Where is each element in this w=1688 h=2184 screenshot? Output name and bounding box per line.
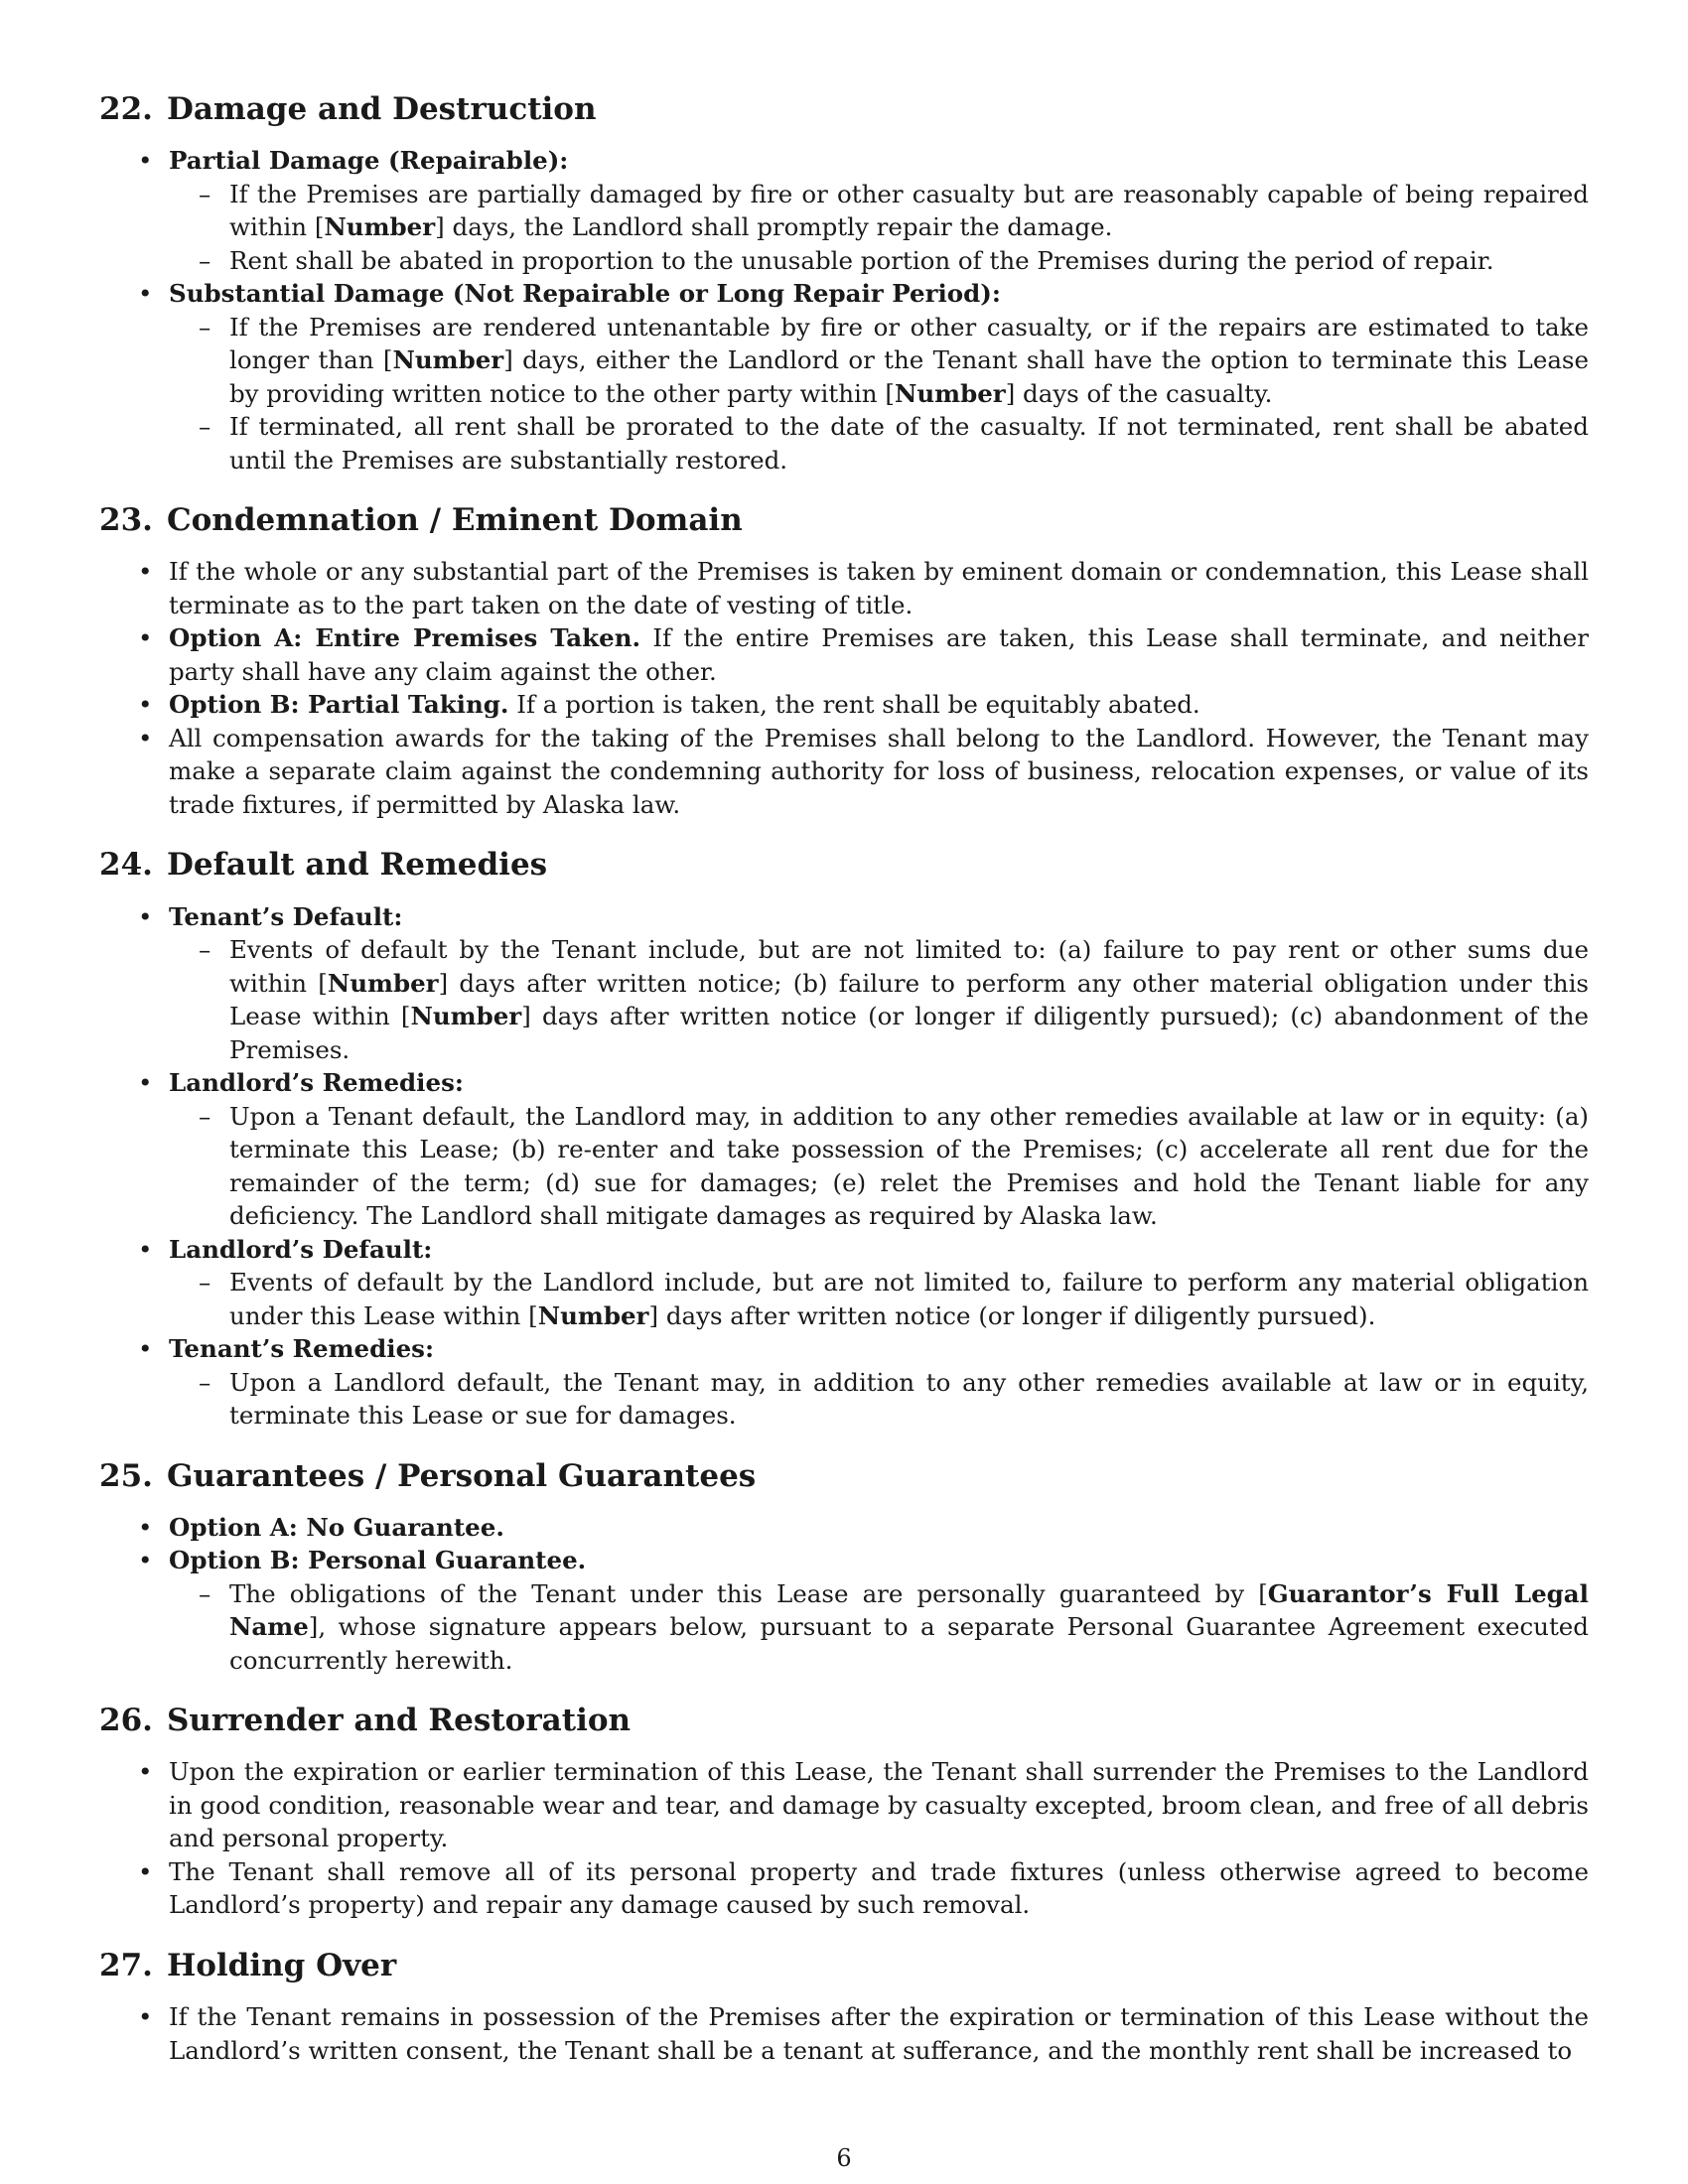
sub-item-text: ], whose signature appears below, pursuant to a separate Personal Guarantee Agreement executed concurrently herewith. [229,1612,1589,1675]
list-item [99,900,1589,1067]
section [99,847,1589,1432]
bullet-list [99,144,1589,477]
item-label: Partial Damage (Repairable): [169,146,569,176]
list-item [99,144,1589,277]
sub-item-text: If terminated, all rent shall be prorated to the date of the casualty. If not terminated, rent shall be abated until the Premises are substantially restored. [229,412,1589,475]
section-title: Damage and Destruction [166,91,597,127]
item-label: Option A: Entire Premises Taken. [169,623,641,653]
section-title: Condemnation / Eminent Domain [166,502,743,539]
section-title: Default and Remedies [166,847,548,884]
section [99,1458,1589,1678]
placeholder-field: Number [324,212,436,242]
item-text: Upon the expiration or earlier termination of this Lease, the Tenant shall surrender the Premises to the Landlord in good condition, reasonable wear and tear, and damage by casualty excepted, broom clean, and free of all debris and personal property. [169,1757,1589,1853]
document-body [99,91,1589,2093]
bullet-list [99,1511,1589,1678]
placeholder-field: Number [537,1300,649,1330]
item-label: Landlord’s Remedies: [169,1068,464,1098]
sub-item-text: Rent shall be abated in proportion to the unusable portion of the Premises during the period of repair. [229,245,1494,275]
section [99,1948,1589,2067]
sub-list-item [169,933,1589,1066]
item-text: If the whole or any substantial part of the Premises is taken by eminent domain or condemnation, this Lease shall terminate as to the part taken on the date of vesting of title. [169,557,1589,619]
placeholder-field: Number [327,968,439,998]
sub-list-item [169,178,1589,244]
section-number: 27. [99,1947,153,1983]
item-label: Option B: Personal Guarantee. [169,1546,587,1575]
section-heading [99,1458,1589,1495]
sub-item-text: Upon a Tenant default, the Landlord may, in addition to any other remedies available at law or in equity: (a) terminate this Lease; (b) re-enter and take possession of the Premises; (c) accelerate all rent due for the remainder of the term; (d) sue for damages; (e) relet the Premises and hold the Tenant liable for any deficiency. The Landlord shall mitigate damages as required by Alaska law. [229,1101,1589,1231]
list-item [99,1233,1589,1333]
section-title: Holding Over [166,1947,397,1983]
list-item [99,277,1589,477]
list-item [99,1755,1589,1855]
section-heading [99,91,1589,128]
section [99,1703,1589,1922]
sub-list-item [169,1100,1589,1233]
list-item [99,688,1589,722]
sub-list [169,1366,1589,1433]
section [99,91,1589,477]
bullet-list [99,1755,1589,1922]
page-number: 6 [836,2144,852,2172]
section-title: Guarantees / Personal Guarantees [166,1457,757,1494]
sub-list-item [169,1366,1589,1433]
section-heading [99,1948,1589,1984]
sub-list [169,311,1589,478]
item-text: If the entire Premises are taken, this Lease shall terminate, and neither party shall have any claim against the other. [169,623,1589,686]
sub-item-text: ] days after written notice; (b) failure to perform any other material obligation under this Lease within [ [229,968,1589,1031]
sub-list-item [169,311,1589,411]
placeholder-field: Guarantor’s Full Legal Name [229,1578,1589,1642]
sub-list [169,178,1589,278]
item-text: All compensation awards for the taking of the Premises shall belong to the Landlord. However, the Tenant may make a separate claim against the condemning authority for loss of business, relocation expenses, or value of its trade fixtures, if permitted by Alaska law. [169,723,1589,819]
section-number: 24. [99,847,153,884]
section-number: 26. [99,1703,153,1739]
item-text: The Tenant shall remove all of its personal property and trade fixtures (unless otherwise agreed to become Landlord’s property) and repair any damage caused by such removal. [169,1856,1589,1920]
sub-list-item [169,410,1589,477]
list-item [99,621,1589,688]
sub-item-text: ] days, either the Landlord or the Tenant shall have the option to terminate this Lease by providing written notice to the other party within [ [229,345,1589,408]
sub-item-text: ] days, the Landlord shall promptly repair the damage. [435,212,1113,242]
bullet-list [99,555,1589,821]
item-label: Tenant’s Default: [169,901,403,931]
section-heading [99,847,1589,884]
sub-item-text: ] days after written notice (or longer if diligently pursued). [648,1300,1376,1330]
item-text: If a portion is taken, the rent shall be equitably abated. [516,690,1200,720]
sub-list-item [169,1266,1589,1332]
sub-item-text: Events of default by the Landlord include, but are not limited to, failure to perform any material obligation under this Lease within [ [229,1268,1589,1330]
list-item [99,1855,1589,1922]
sub-item-text: Upon a Landlord default, the Tenant may, in addition to any other remedies available at law or in equity, terminate this Lease or sue for damages. [229,1367,1589,1431]
placeholder-field: Number [410,1002,522,1031]
sub-list [169,1577,1589,1678]
list-item [99,555,1589,621]
list-item [99,1511,1589,1545]
section-number: 23. [99,502,153,539]
item-label: Option B: Partial Taking. [169,690,509,720]
section-number: 22. [99,91,153,127]
section-number: 25. [99,1457,153,1494]
list-item [99,1066,1589,1233]
sub-item-text: The obligations of the Tenant under this Lease are personally guaranteed by [ [229,1578,1268,1608]
sub-item-text: If the Premises are partially damaged by fire or other casualty but are reasonably capable of being repaired within [ [229,179,1589,242]
item-text: If the Tenant remains in possession of the Premises after the expiration or termination of this Lease without the Landlord’s written consent, the Tenant shall be a tenant at sufferance, and the monthly rent shall be increased to [169,2002,1589,2065]
sub-list [169,1266,1589,1332]
item-label: Substantial Damage (Not Repairable or Long Repair Period): [169,279,1001,309]
sub-list-item [169,244,1589,278]
sub-list-item [169,1577,1589,1678]
list-item [99,2000,1589,2067]
section-heading [99,1703,1589,1739]
bullet-list [99,2000,1589,2067]
item-label: Landlord’s Default: [169,1234,433,1264]
placeholder-field: Number [392,345,504,375]
item-label: Option A: No Guarantee. [169,1512,504,1542]
sub-item-text: ] days after written notice (or longer if diligently pursued); (c) abandonment of the Premises. [229,1002,1589,1064]
section [99,502,1589,821]
section-title: Surrender and Restoration [166,1703,632,1739]
bullet-list [99,900,1589,1433]
list-item [99,1332,1589,1433]
sub-item-text: ] days of the casualty. [1005,378,1273,408]
section-heading [99,502,1589,539]
sub-list [169,1100,1589,1233]
list-item [99,1544,1589,1677]
sub-list [169,933,1589,1066]
item-label: Tenant’s Remedies: [169,1334,434,1364]
sub-item-text: Events of default by the Tenant include, but are not limited to: (a) failure to pay rent or other sums due within [ [229,935,1589,998]
sub-item-text: If the Premises are rendered untenantable by fire or other casualty, or if the repairs are estimated to take longer than [ [229,312,1589,375]
placeholder-field: Number [894,378,1006,408]
list-item [99,722,1589,822]
